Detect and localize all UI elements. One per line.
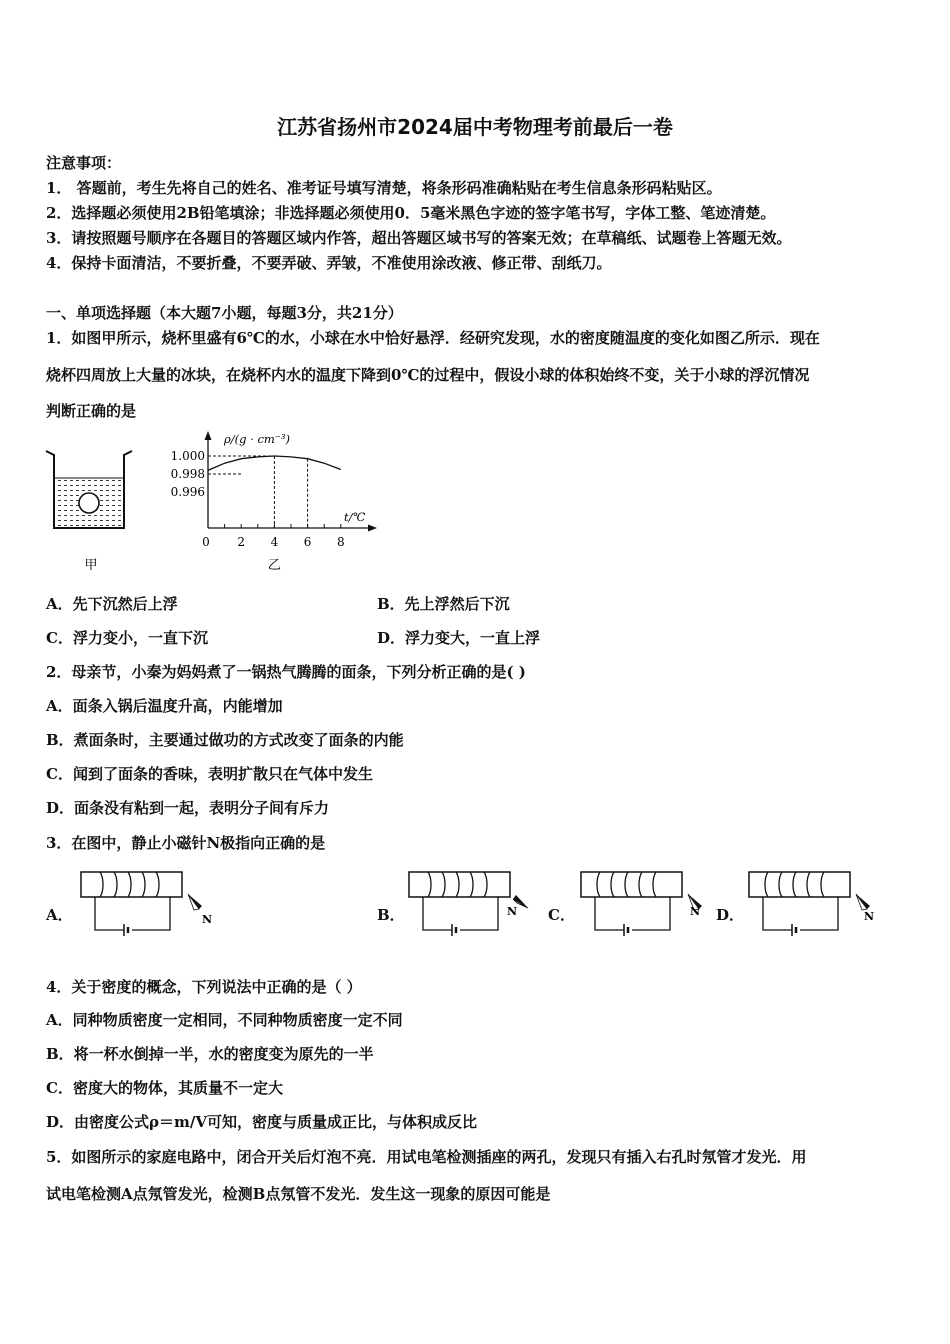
page-title: 江苏省扬州市2024届中考物理考前最后一卷 (277, 115, 673, 139)
question-1-line: 判断正确的是 (46, 402, 137, 420)
question-5-line: 试电笔检测A点氖管发光，检测B点氖管不发光．发生这一现象的原因可能是 (46, 1185, 551, 1203)
solenoid-figure-c (578, 868, 718, 938)
y-tick-label: 1.000 (170, 449, 205, 463)
y-tick-label: 0.996 (170, 485, 205, 499)
y-axis-arrow (205, 431, 212, 440)
q2-option-b: B．煮面条时，主要通过做功的方式改变了面条的内能 (46, 731, 404, 749)
notice-item: 3．请按照题号顺序在各题目的答题区域内作答，超出答题区域书写的答案无效；在草稿纸、试题卷上答题无效。 (46, 229, 792, 247)
question-5-line: 5．如图所示的家庭电路中，闭合开关后灯泡不亮．用试电笔检测插座的两孔，发现只有插入右孔时氖管才发光．用 (46, 1148, 807, 1166)
needle-n-label: N (864, 910, 875, 923)
coil-windings (100, 872, 159, 897)
question-4-stem: 4．关于密度的概念，下列说法中正确的是（ ） (46, 978, 362, 996)
x-tick-label: 2 (237, 535, 246, 549)
origin-label: 0 (202, 535, 210, 549)
x-tick-label: 6 (303, 535, 312, 549)
q4-option-c: C．密度大的物体，其质量不一定大 (46, 1079, 283, 1097)
notice-heading: 注意事项： (46, 154, 122, 172)
q3-label-b: B． (377, 906, 405, 924)
needle-n-label: N (690, 905, 701, 918)
q1-option-a: A．先下沉然后上浮 (46, 595, 178, 613)
section-heading: 一、单项选择题（本大题7小题，每题3分，共21分） (46, 304, 403, 322)
solenoid-figure-b (406, 868, 546, 938)
coil-core (581, 872, 682, 897)
q4-option-a: A．同种物质密度一定相同，不同种物质密度一定不同 (46, 1011, 403, 1029)
question-2-stem: 2．母亲节，小秦为妈妈煮了一锅热气腾腾的面条，下列分析正确的是( ) (46, 663, 526, 681)
q3-label-c: C． (548, 906, 575, 924)
needle-n-label: N (507, 905, 518, 918)
x-tick-label: 4 (270, 535, 279, 549)
q4-option-b: B．将一杯水倒掉一半，水的密度变为原先的一半 (46, 1045, 374, 1063)
coil-windings (765, 872, 824, 897)
beaker-figure (40, 443, 140, 578)
q1-option-b: B．先上浮然后下沉 (377, 595, 510, 613)
coil-core (749, 872, 850, 897)
ball (79, 493, 99, 513)
needle-n-label: N (202, 913, 213, 926)
notice-item: 2．选择题必须使用2B铅笔填涂；非选择题必须使用0．5毫米黑色字迹的签字笔书写，字体工整、笔迹清楚。 (46, 204, 776, 222)
x-tick-label: 8 (336, 535, 345, 549)
notice-item: 1． 答题前，考生先将自己的姓名、准考证号填写清楚，将条形码准确粘贴在考生信息条形码粘贴区。 (46, 179, 722, 197)
x-axis-arrow (368, 525, 377, 532)
fig-jia-label: 甲 (84, 558, 98, 573)
q4-option-d: D．由密度公式ρ＝m/V可知，密度与质量成正比，与体积成反比 (46, 1113, 477, 1131)
y-axis-label: ρ/(g · cm⁻³) (224, 432, 290, 446)
notice-item: 4．保持卡面清洁，不要折叠，不要弄破、弄皱，不准使用涂改液、修正带、刮纸刀。 (46, 254, 612, 272)
compass-needle-tail (856, 894, 867, 910)
circuit-wire (95, 897, 170, 930)
density-chart (160, 428, 390, 576)
question-1-line: 1．如图甲所示，烧杯里盛有6℃的水，小球在水中恰好悬浮．经研究发现，水的密度随温度的变化如图乙所示．现在 (46, 329, 820, 347)
question-3-stem: 3．在图中，静止小磁针N极指向正确的是 (46, 834, 326, 852)
q2-option-a: A．面条入锅后温度升高，内能增加 (46, 697, 283, 715)
solenoid-figure-a (78, 868, 218, 938)
circuit-wire (763, 897, 838, 930)
q3-label-a: A． (46, 906, 73, 924)
x-axis-label: t/℃ (344, 510, 366, 524)
q1-option-c: C．浮力变小，一直下沉 (46, 629, 208, 647)
coil-windings (428, 872, 487, 897)
fig-yi-label: 乙 (267, 558, 281, 573)
solenoid-figure-d (746, 868, 886, 938)
circuit-wire (423, 897, 498, 930)
circuit-wire (595, 897, 670, 930)
q2-option-d: D．面条没有粘到一起，表明分子间有斥力 (46, 799, 330, 817)
q1-option-d: D．浮力变大，一直上浮 (377, 629, 541, 647)
coil-windings (597, 872, 656, 897)
q2-option-c: C．闻到了面条的香味，表明扩散只在气体中发生 (46, 765, 373, 783)
q3-label-d: D． (716, 906, 745, 924)
question-1-line: 烧杯四周放上大量的冰块，在烧杯内水的温度下降到0℃的过程中，假设小球的体积始终不变，关于小球的浮沉情况 (46, 366, 810, 384)
y-tick-label: 0.998 (170, 467, 205, 481)
compass-needle-tail (188, 894, 199, 910)
